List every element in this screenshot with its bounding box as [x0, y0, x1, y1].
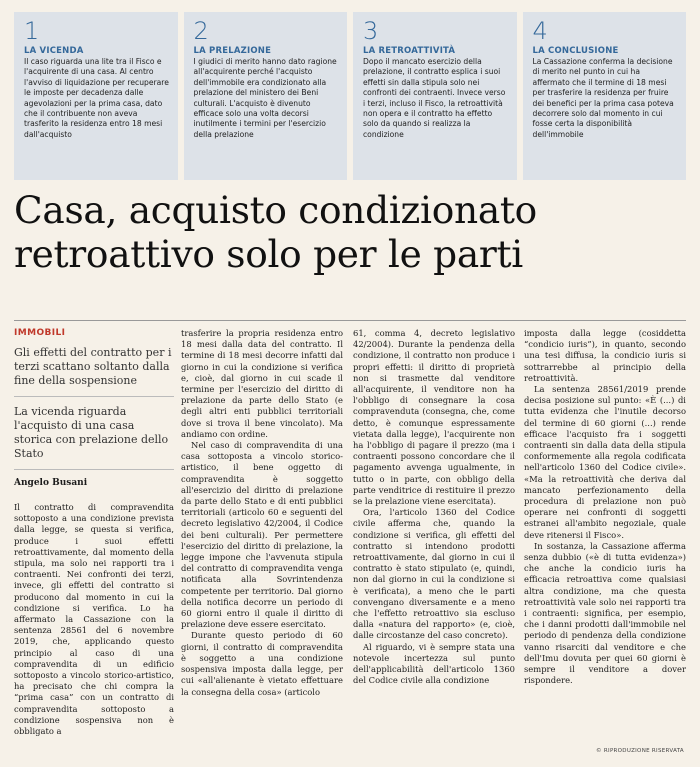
summary-box-2 [184, 12, 348, 180]
headline: Casa, acquisto condizionato retroattivo solo per le parti [14, 188, 537, 276]
subhead-divider [14, 396, 174, 397]
paragraph: Il contratto di compravendita sottoposto a una condizione prevista dalla legge, se questa si verifica, produce i suoi effetti retroattivamente, dal momento della stipula, ma solo nei rapporti tra i contraenti. Nei confronti dei terzi, invece, gli effetti del contratto si producono dal momento in cui la condizione si verifica. Lo ha affermato la Cassazione con la sentenza 28561 del 6 novembre 2019, che, applicando questo principio al caso di una compravendita di un edificio sottoposto a vincolo storico-artistico, ha precisato che chi compra la “prima casa” con un contratto di compravendita sottoposto a condizione sospensiva non è obbligato a [14, 502, 174, 737]
box-label: LA VICENDA [24, 46, 84, 56]
copyright-notice: © RIPRODUZIONE RISERVATA [596, 748, 684, 754]
box-text: Il caso riguarda una lite tra il Fisco e l'acquirente di una casa. Al centro l'avviso di liquidazione per recuperare le imposte per decadenza dalle agevolazioni per la prima casa, dato che il contribuente non aveva trasferito la residenza entro 18 mesi dall'acquisto [24, 57, 169, 139]
column-3 [353, 328, 515, 687]
summary-boxes [14, 12, 686, 180]
paragraph: trasferire la propria residenza entro 18 mesi dalla data del contratto. Il termine di 18 mesi decorre infatti dal giorno in cui la condizione si verifica e, cioè, dal giorno in cui scade il termine per l'esercizio del diritto di prelazione da parte dello Stato (e degli altri enti pubblici territoriali dove si trova il bene vincolato). Ma andiamo con ordine. [181, 328, 343, 439]
paragraph: 61, comma 4, decreto legislativo 42/2004). Durante la pendenza della condizione, il contratto non produce i propri effetti: il diritto di proprietà non si trasmette dal venditore all'acquirente, il venditore non ha l'obbligo di consegnare la cosa compravenduta (consegna, che, come detto, è comunque espressamente vietata dalla legge), l'acquirente non ha l'obbligo di pagare il prezzo (ma i contraenti possono concordare che il pagamento avvenga ugualmente, in tutto o in parte, con obbligo della parte venditrice di restituire il prezzo se la prelazione viene esercitata). [353, 328, 515, 507]
box-number: 2 [193, 17, 209, 45]
box-text: La Cassazione conferma la decisione di merito nel punto in cui ha affermato che il termine di 18 mesi per trasferire la residenza per fruire dei benefici per la prima casa poteva decorrere solo dal momento in cui fosse certa la disponibilità dell'immobile [532, 57, 674, 139]
subheadline-1: Gli effetti del contratto per i terzi scattano soltanto dalla fine della sospensione [14, 346, 172, 387]
paragraph: Durante questo periodo di 60 giorni, il contratto di compravendita è soggetto a una condizione sospensiva imposta dalla legge, per cui «all'alienante è vietato effettuare la consegna della cosa» (articolo [181, 630, 343, 697]
column-4 [524, 328, 686, 687]
author-byline: Angelo Busani [14, 478, 88, 488]
summary-box-4 [523, 12, 687, 180]
box-label: LA CONCLUSIONE [532, 46, 619, 56]
box-number: 1 [24, 17, 40, 45]
column-1 [14, 502, 174, 737]
paragraph: imposta dalla legge (cosiddetta “condicio iuris”), in quanto, secondo una tesi diffusa, la condicio iuris si sottrarrebbe al principio della retroattività. [524, 328, 686, 383]
paragraph: Nel caso di compravendita di una casa sottoposta a vincolo storico-artistico, il bene oggetto di compravendita è soggetto all'esercizio del diritto di prelazione da parte dello Stato e di enti pubblici territoriali (articolo 60 e seguenti del decreto legislativo 42/2004, il Codice dei beni culturali). Per permettere l'esercizio del diritto di prelazione, la legge impone che l'avvenuta stipula del contratto di compravendita venga notificata alla Sovrintendenza competente per territorio. Dal giorno della notifica decorre un periodo di 60 giorni entro il quale il diritto di prelazione deve essere esercitato. [181, 440, 343, 630]
column-2 [181, 328, 343, 698]
box-text: Dopo il mancato esercizio della prelazione, il contratto esplica i suoi effetti sin dalla stipula solo nei confronti dei contraenti. Invece verso i terzi, incluso il Fisco, la retroattività non opera e il contratto ha effetto solo da quando si realizza la condizione [363, 57, 506, 139]
box-label: LA PRELAZIONE [193, 46, 272, 56]
box-number: 4 [532, 17, 548, 45]
paragraph: La sentenza 28561/2019 prende decisa posizione sul punto: «È (...) di tutta evidenza che l'inutile decorso del termine di 60 giorni (...) rende efficace l'acquisto fra i soggetti contraenti sin dalla data della stipula conformemente alla regola codificata nell'articolo 1360 del Codice civile». «Ma la retroattività che deriva dal mancato perfezionamento della procedura di prelazione non può operare nei confronti di soggetti estranei all'ambito negoziale, quale deve ritenersi il Fisco». [524, 384, 686, 540]
sidebar [14, 328, 174, 492]
summary-box-1 [14, 12, 178, 180]
box-label: LA RETROATTIVITÀ [363, 46, 456, 56]
box-number: 3 [363, 17, 379, 45]
paragraph: Al riguardo, vi è sempre stata una notevole incertezza sul punto dell'applicabilità dell'articolo 1360 del Codice civile alla condizione [353, 641, 515, 686]
subheadline-2: La vicenda riguarda l'acquisto di una casa storica con prelazione dello Stato [14, 405, 169, 460]
box-text: I giudici di merito hanno dato ragione all'acquirente perché l'acquisto dell'immobile era condizionato alla prelazione del ministero dei Beni culturali. L'acquisto è divenuto efficace solo una volta decorsi inutilmente i termini per l'esercizio della prelazione [193, 57, 337, 139]
paragraph: In sostanza, la Cassazione afferma senza dubbio («è di tutta evidenza») che anche la condicio iuris ha efficacia retroattiva come qualsiasi altra condizione, ma che questa retroattività vale solo nei rapporti tra i contraenti: significa, per esempio, che i danni prodotti dall'immobile nel periodo di pendenza della condizione vanno risarciti dal venditore e che dell'Imu dovuta per quei 60 giorni è sempre il venditore a dover rispondere. [524, 540, 686, 686]
author-divider [14, 469, 174, 470]
divider [14, 320, 686, 321]
section-rubric: IMMOBILI [14, 328, 66, 338]
summary-box-3 [353, 12, 517, 180]
paragraph: Ora, l'articolo 1360 del Codice civile afferma che, quando la condizione si verifica, gli effetti del contratto si intendono prodotti retroattivamente, dal giorno in cui il contratto è stato stipulato (e, quindi, non dal giorno in cui la condizione si è verificata), a meno che le parti convengano diversamente e a meno che l'effetto retroattivo sia escluso dalla «natura del rapporto» (e, cioè, dalle circostanze del caso concreto). [353, 507, 515, 641]
